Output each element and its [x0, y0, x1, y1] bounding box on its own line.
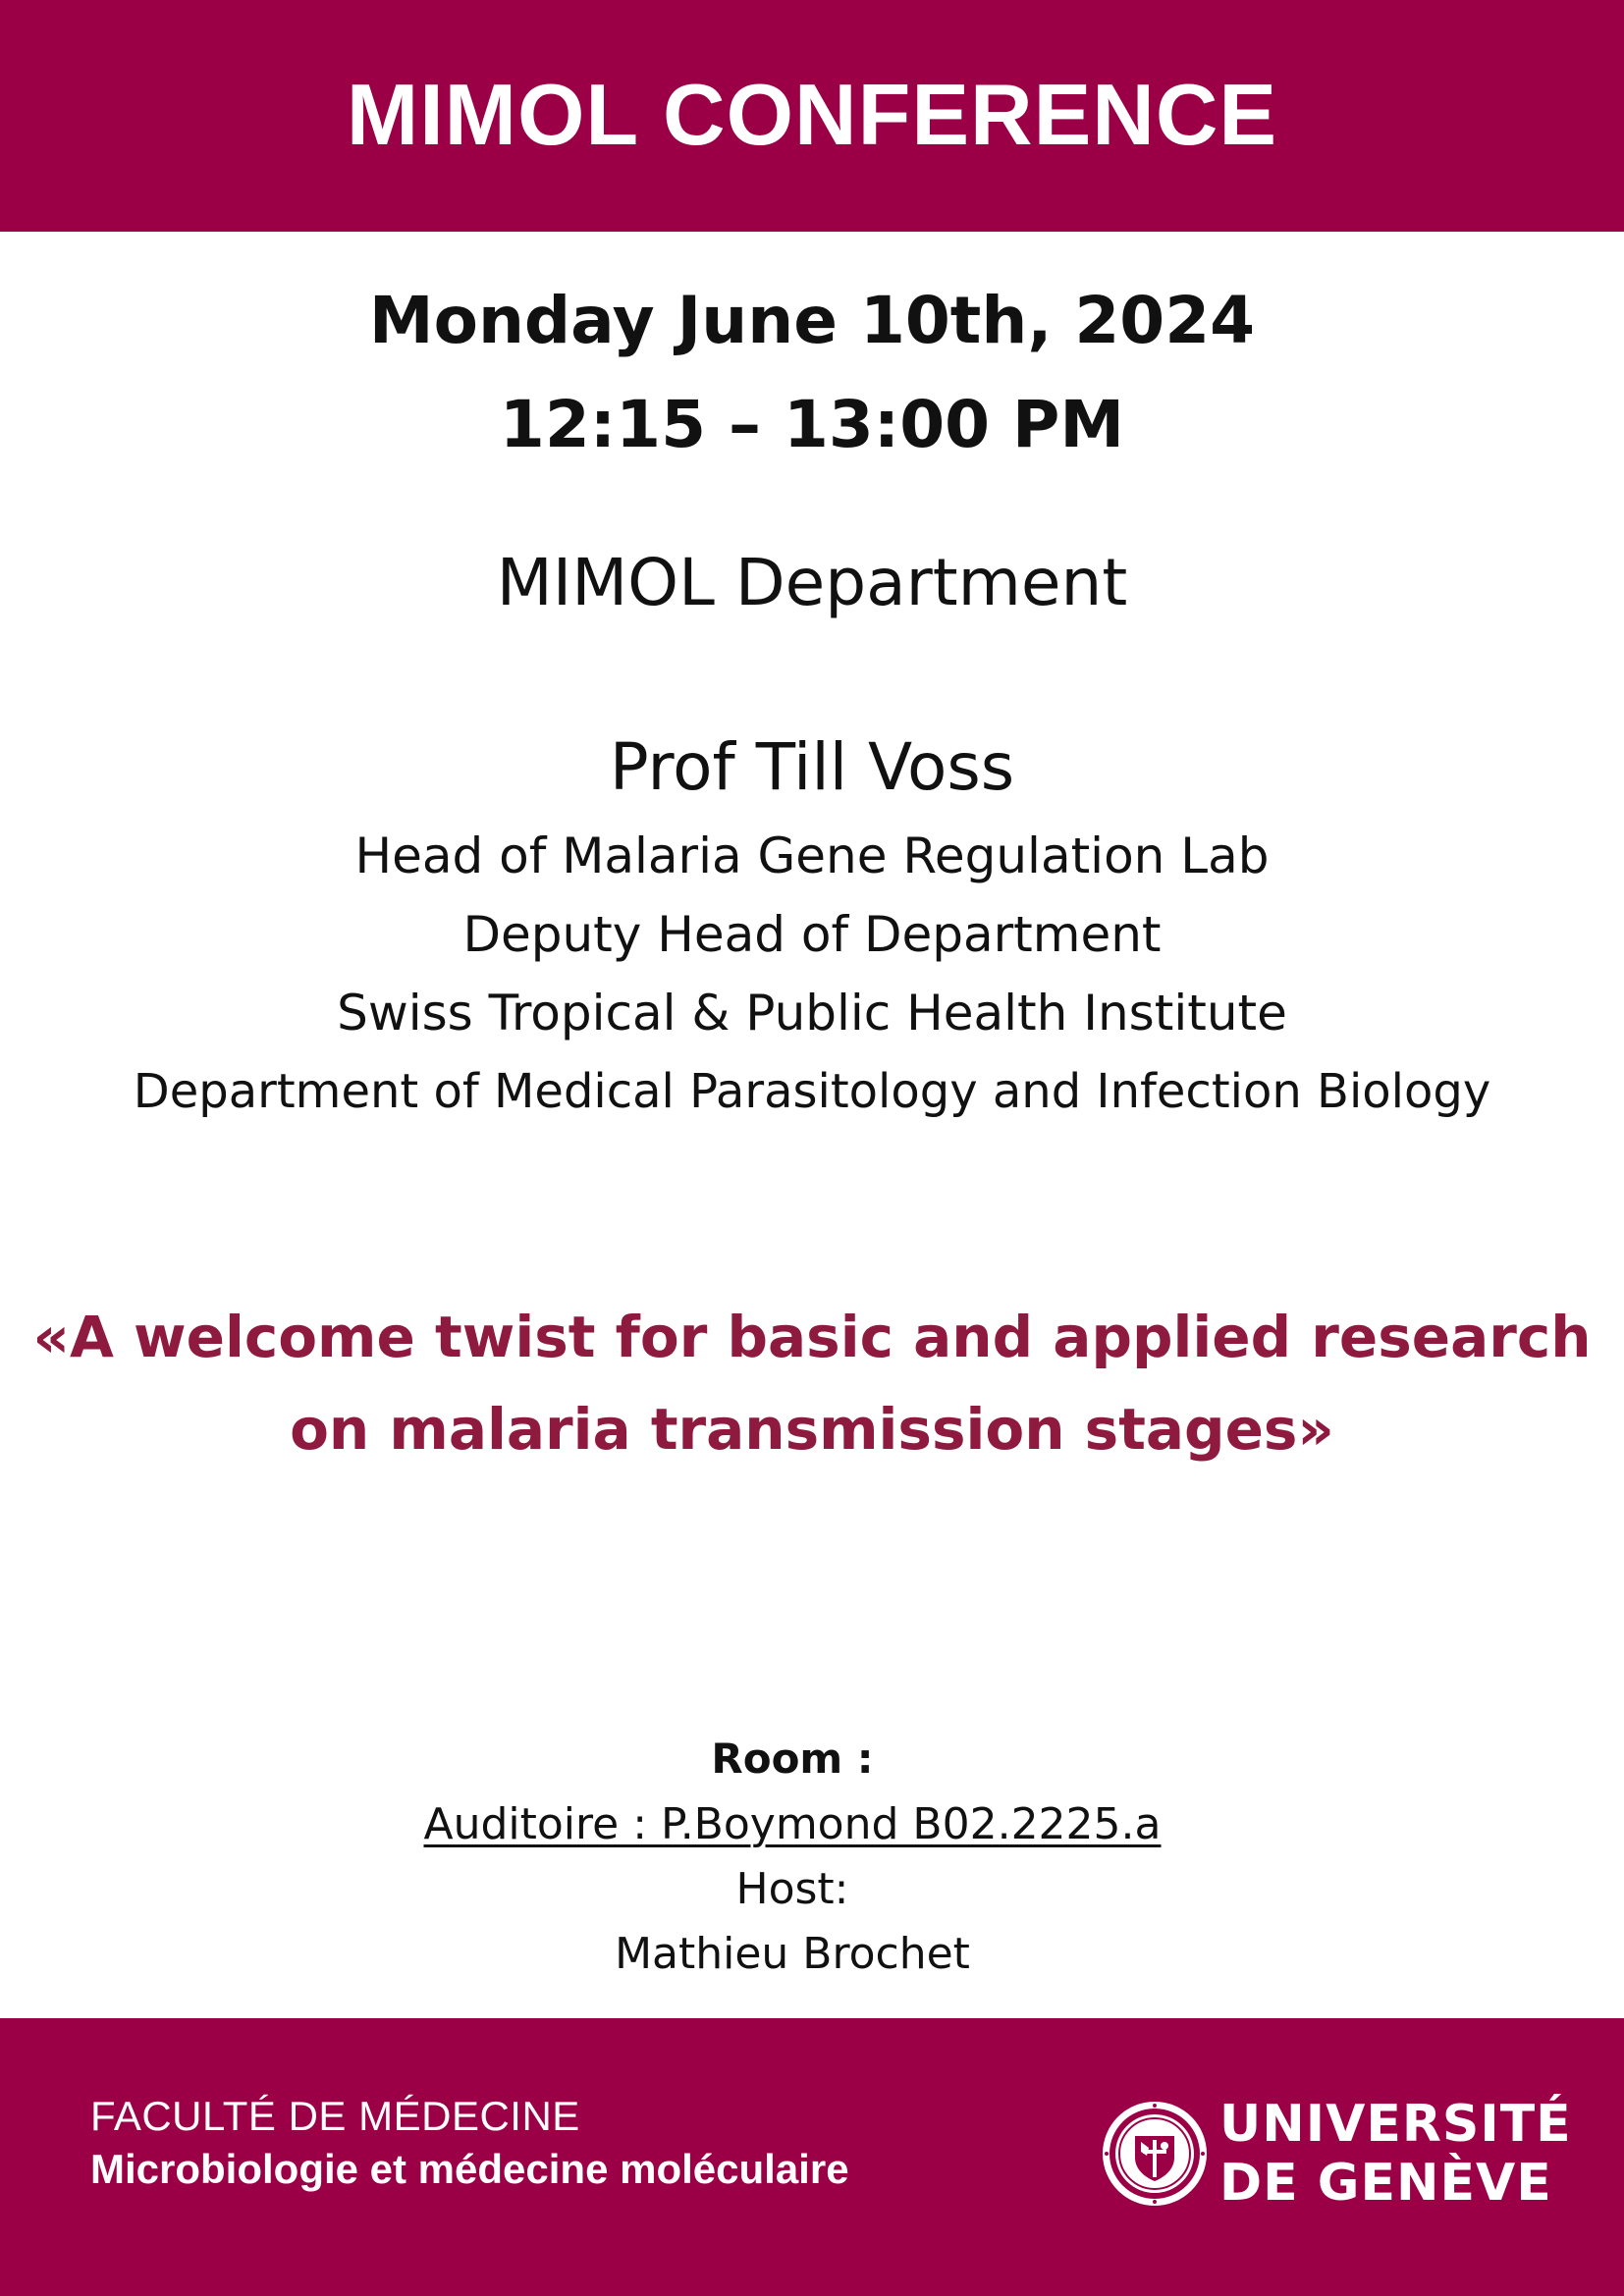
conference-title: MIMOL CONFERENCE	[346, 66, 1278, 163]
university-name-line-1: UNIVERSITÉ	[1219, 2095, 1572, 2154]
speaker-affiliation: Deputy Head of Department	[462, 906, 1162, 963]
event-time: 12:15 – 13:00 PM	[499, 387, 1125, 462]
talk-title-line-2: on malaria transmission stages»	[290, 1396, 1334, 1463]
room-value	[0, 1796, 1604, 1853]
subdepartment-name: Microbiologie et médecine moléculaire	[90, 2146, 849, 2192]
room-name: Auditoire : P.Boymond B02.2225.a	[423, 1799, 1162, 1849]
host-label: Host:	[735, 1864, 849, 1914]
university-seal-icon	[1100, 2099, 1210, 2209]
speaker-affiliation: Swiss Tropical & Public Health Institute	[337, 985, 1287, 1041]
speaker-affiliation: Department of Medical Parasitology and Infection Biology	[133, 1064, 1491, 1119]
faculty-name: FACULTÉ DE MÉDECINE	[90, 2093, 580, 2139]
host-name: Mathieu Brochet	[615, 1929, 970, 1979]
university-name-line-2: DE GENÈVE	[1219, 2154, 1552, 2213]
speaker-affiliation: Head of Malaria Gene Regulation Lab	[354, 828, 1270, 884]
speaker-name: Prof Till Voss	[609, 729, 1015, 805]
talk-title-line-1: «A welcome twist for basic and applied research	[32, 1304, 1592, 1370]
event-date: Monday June 10th, 2024	[368, 283, 1256, 358]
event-department: MIMOL Department	[496, 545, 1128, 620]
room-label: Room :	[711, 1735, 874, 1783]
